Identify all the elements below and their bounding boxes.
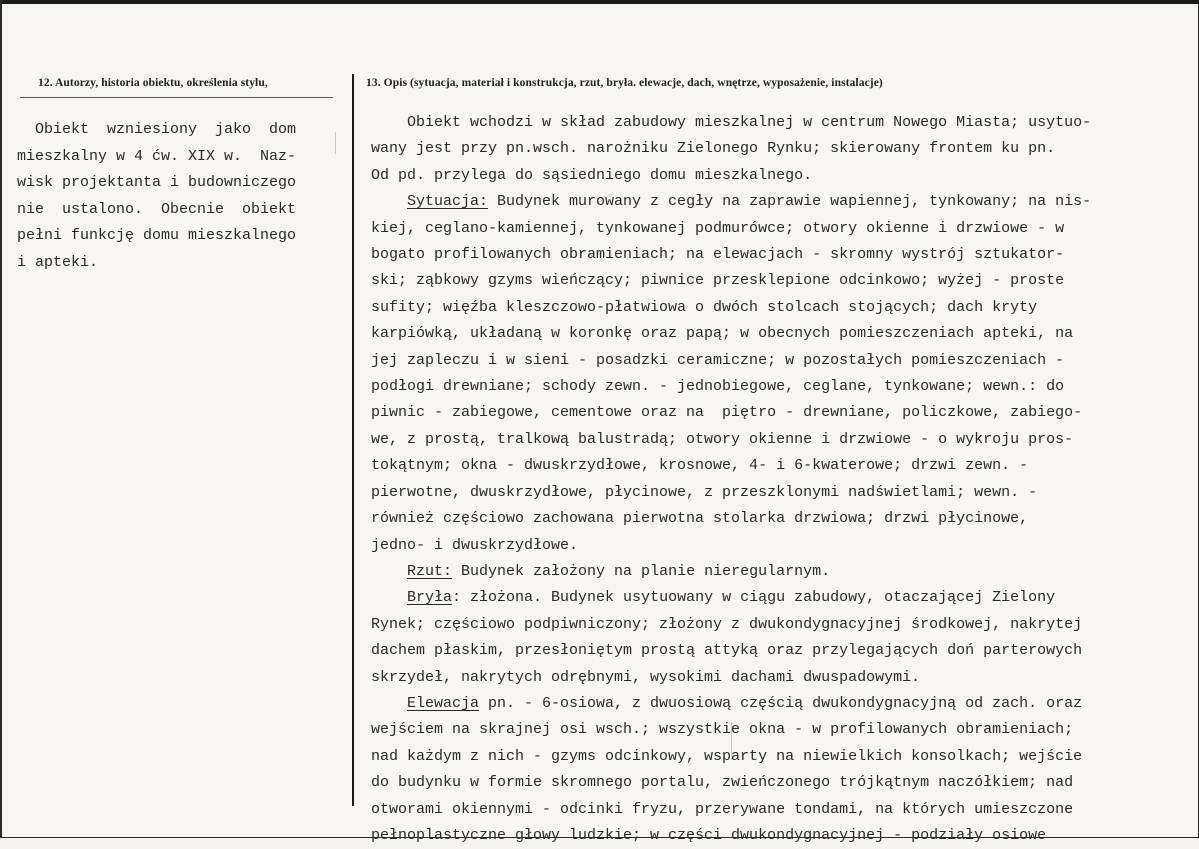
bryla-line: dachem płaskim, przesłoniętym prostą attyką oraz przylegających doń parterowych — [371, 642, 1083, 660]
right-column-text — [371, 110, 1176, 849]
left-line: nie ustalono. Obecnie obiekt — [17, 200, 297, 218]
bryla-first-text: : złożona. Budynek usytuowany w ciągu zabudowy, otaczającej Zielony — [452, 589, 1056, 607]
scan-left-edge — [0, 0, 2, 838]
elewacja-line: pełnoplastyczne głowy ludzkie; w części dwukondygnacyjnej - podziały osiowe — [371, 826, 1047, 844]
bryla-line: skrzydeł, nakrytych odrębnymi, wysokimi dachami dwuspadowymi. — [371, 668, 921, 686]
sytuacja-line: tokątnym; okna - dwuskrzydłowe, krosnowe, 4- i 6-kwaterowe; drzwi zewn. - — [371, 457, 1029, 475]
intro-line: wany jest przy pn.wsch. narożniku Zielonego Rynku; skierowany frontem ku pn. — [371, 140, 1056, 158]
section-12-header: 12. Autorzy, historia obiektu, określenia stylu, — [38, 77, 268, 89]
rzut-heading: Rzut: — [407, 562, 453, 580]
section-13-header: 13. Opis (sytuacja, materiał i konstrukcja, rzut, bryła. elewacje, dach, wnętrze, wyposażenie, instalacje) — [366, 77, 883, 89]
sytuacja-line: kiej, ceglano-kamiennej, tynkowanej podmurówce; otwory okienne i drzwiowe - w — [371, 219, 1065, 237]
bryla-line: Rynek; częściowo podpiwniczony; złożony z dwukondygnacyjnej środkowej, nakrytej — [371, 615, 1083, 633]
scan-top-edge — [0, 0, 1199, 4]
elewacja-line: nad każdym z nich - gzyms odcinkowy, wsparty na niewielkich konsolkach; wejście — [371, 747, 1083, 765]
bryla-heading: Bryła — [407, 589, 453, 607]
bryla-first-line — [371, 585, 1176, 611]
sytuacja-line: jej zapleczu i w sieni - posadzki ceramiczne; w pozostałych pomieszczeniach - — [371, 351, 1065, 369]
left-line: mieszkalny w 4 ćw. XIX w. Naz- — [17, 147, 297, 165]
elewacja-line: do budynku w formie skromnego portalu, zwieńczonego trójkątnym naczółkiem; nad — [371, 774, 1074, 792]
sytuacja-line: pierwotne, dwuskrzydłowe, płycinowe, z przeszklonymi nadświetlami; wewn. - — [371, 483, 1038, 501]
left-column-text — [17, 117, 337, 276]
elewacja-heading: Elewacja — [407, 694, 480, 712]
sytuacja-line: bogato profilowanych obramieniach; na elewacjach - skromny wystrój sztukator- — [371, 246, 1065, 264]
sytuacja-line: jedno- i dwuskrzydłowe. — [371, 536, 579, 554]
sytuacja-line: sufity; więźba kleszczowo-płatwiowa o dwóch stolcach stojących; dach kryty — [371, 298, 1038, 316]
elewacja-first-line — [371, 691, 1176, 717]
sytuacja-line: również częściowo zachowana pierwotna stolarka drzwiowa; drzwi płycinowe, — [371, 510, 1029, 528]
rzut-line — [371, 559, 1176, 585]
left-line: i apteki. — [17, 253, 99, 271]
sytuacja-line: podłogi drewniane; schody zewn. - jednobiegowe, ceglane, tynkowane; wewn.: do — [371, 378, 1065, 396]
left-line: Obiekt wzniesiony jako dom — [17, 121, 297, 138]
rzut-text: Budynek założony na planie nieregularnym. — [452, 562, 831, 580]
elewacja-line: wejściem na skrajnej osi wsch.; wszystkie okna - w profilowanych obramieniach; — [371, 721, 1074, 739]
intro-line: Obiekt wchodzi w skład zabudowy mieszkalnej w centrum Nowego Miasta; usytuo- — [371, 114, 1092, 131]
sytuacja-first-line — [371, 189, 1176, 215]
sytuacja-line: we, z prostą, tralkową balustradą; otwory okienne i drzwiowe - o wykroju pros- — [371, 430, 1074, 448]
sytuacja-heading: Sytuacja: — [407, 193, 489, 211]
column-divider — [352, 74, 354, 806]
sytuacja-line: ski; ząbkowy gzyms wieńczący; piwnice przesklepione odcinkowo; wyżej - proste — [371, 272, 1065, 290]
sytuacja-line: karpiówką, układaną w koronkę oraz papą; w obecnych pomieszczeniach apteki, na — [371, 325, 1074, 343]
intro-line: Od pd. przylega do sąsiedniego domu mieszkalnego. — [371, 166, 813, 184]
elewacja-first-text: pn. - 6-osiowa, z dwuosiową częścią dwukondygnacyjną od zach. oraz — [479, 694, 1083, 712]
elewacja-line: otworami okiennymi - odcinki fryzu, przerywane tondami, na których umieszczone — [371, 800, 1074, 818]
header-rule — [20, 97, 333, 98]
sytuacja-line: piwnic - zabiegowe, cementowe oraz na piętro - drewniane, policzkowe, zabiego- — [371, 404, 1083, 422]
left-line: pełni funkcję domu mieszkalnego — [17, 227, 297, 244]
left-line: wisk projektanta i budowniczego — [17, 174, 297, 191]
sytuacja-first-text: Budynek murowany z cegły na zaprawie wapiennej, tynkowany; na nis- — [488, 193, 1092, 211]
